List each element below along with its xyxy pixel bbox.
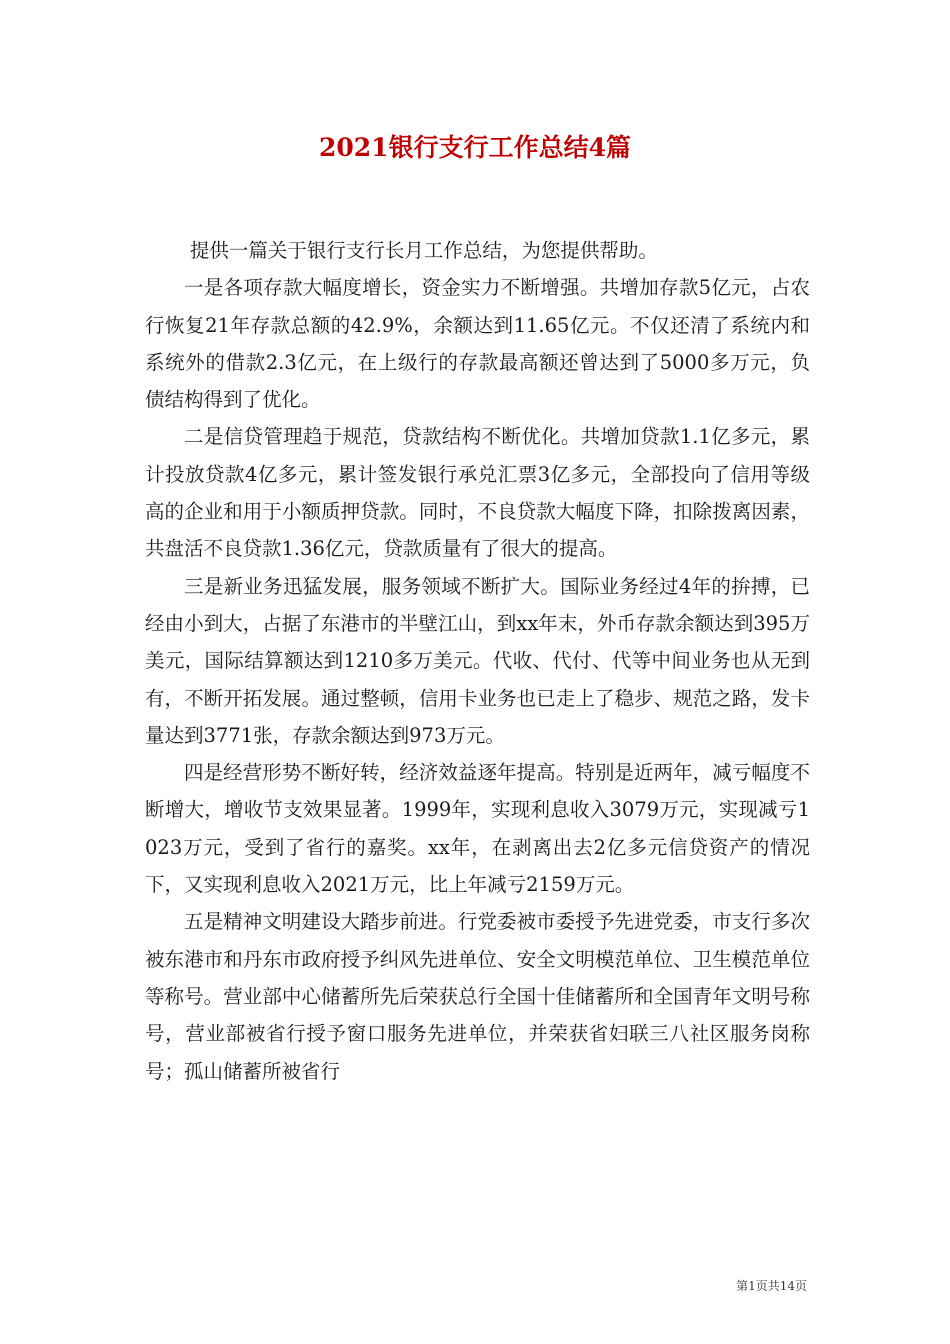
- paragraph-operations: 四是经营形势不断好转，经济效益逐年提高。特别是近两年，减亏幅度不断增大，增收节支效果显著。1999年，实现利息收入3079万元，实现减亏1023万元，受到了省行的嘉奖。xx年，在剥离出去2亿多元信贷资产的情况下，又实现利息收入2021万元，比上年减亏2159万元。: [145, 761, 810, 897]
- paragraph-credit: 二是信贷管理趋于规范，贷款结构不断优化。共增加贷款1.1亿多元，累计投放贷款4亿多元，累计签发银行承兑汇票3亿多元，全部投向了信用等级高的企业和用于小额质押贷款。同时，不良贷款大幅度下降，扣除拨离因素，共盘活不良贷款1.36亿元，贷款质量有了很大的提高。: [145, 425, 810, 561]
- page-number: 第1页共14页: [736, 1279, 807, 1293]
- paragraph-deposits: 一是各项存款大幅度增长，资金实力不断增强。共增加存款5亿元，占农行恢复21年存款总额的42.9%，余额达到11.65亿元。不仅还清了系统内和系统外的借款2.3亿元，在上级行的存款最高额还曾达到了5000多万元，负债结构得到了优化。: [145, 276, 810, 412]
- document-title: 2021银行支行工作总结4篇: [319, 133, 631, 162]
- paragraph-civilization: 五是精神文明建设大踏步前进。行党委被市委授予先进党委，市支行多次被东港市和丹东市政府授予纠风先进单位、安全文明模范单位、卫生模范单位等称号。营业部中心储蓄所先后荣获总行全国十佳储蓄所和全国青年文明号称号，营业部被省行授予窗口服务先进单位，并荣获省妇联三八社区服务岗称号；孤山储蓄所被省行: [145, 910, 810, 1083]
- paragraph-new-business: 三是新业务迅猛发展，服务领域不断扩大。国际业务经过4年的拚搏，已经由小到大，占据了东港市的半壁江山，到xx年末，外币存款余额达到395万美元，国际结算额达到1210多万美元。代收、代付、代等中间业务也从无到有，不断开拓发展。通过整顿，信用卡业务也已走上了稳步、规范之路，发卡量达到3771张，存款余额达到973万元。: [145, 574, 810, 747]
- paragraph-intro: 提供一篇关于银行支行长月工作总结，为您提供帮助。: [189, 239, 658, 262]
- document-body: [145, 232, 810, 1090]
